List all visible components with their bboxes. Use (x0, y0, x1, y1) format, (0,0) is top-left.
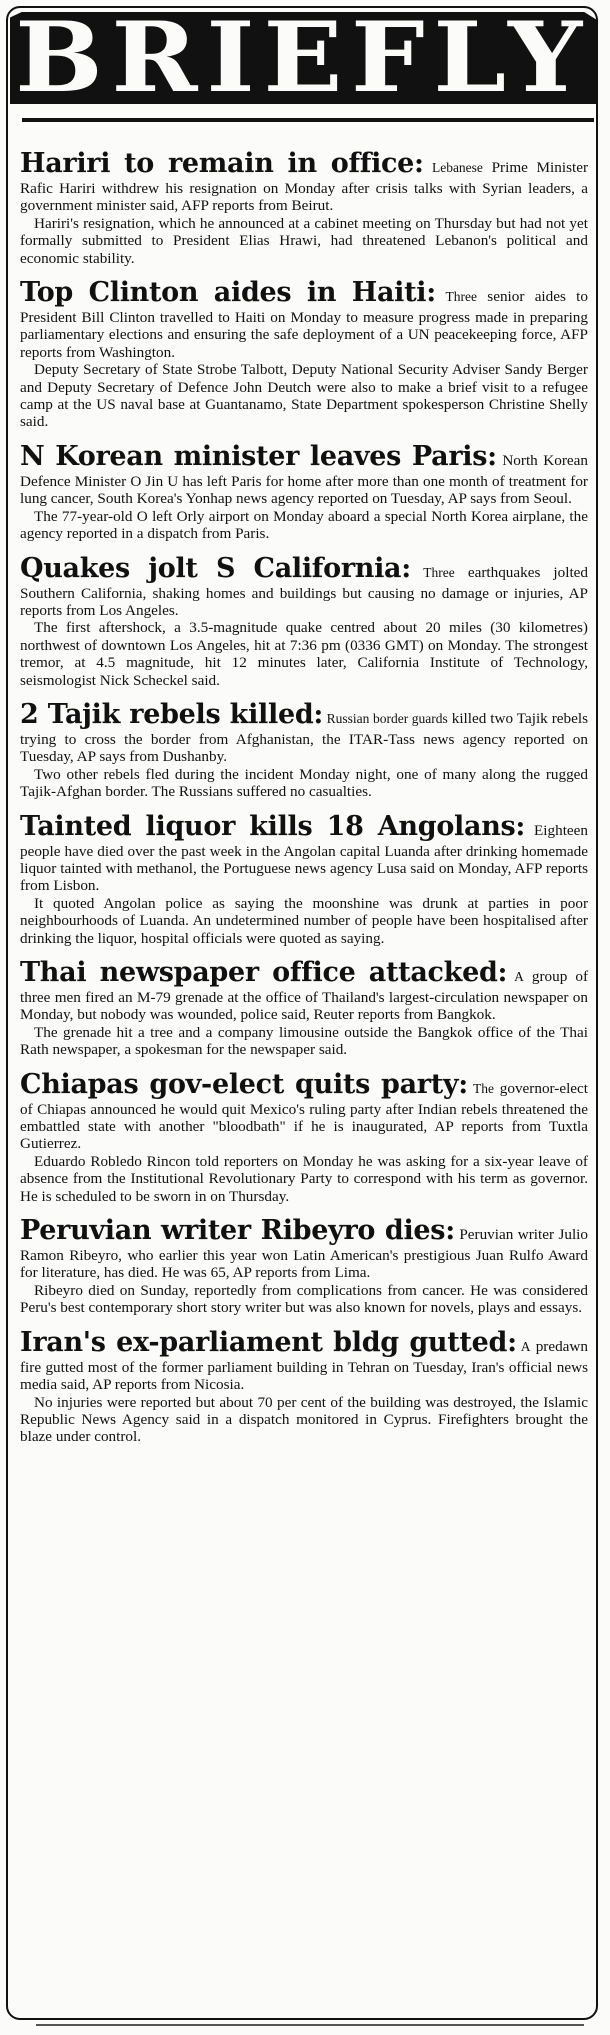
brief-lead-paragraph (20, 1215, 588, 1282)
brief-lead-text: Peruvian writer Julio Ramon Ribeyro, who earlier this year won Latin American's prestigious Juan Rulfo Award for literature, has died. He was 65, AP reports from Lima. (20, 1226, 588, 1282)
brief-lead-paragraph (20, 441, 588, 508)
brief-headline: Quakes jolt S California: (20, 552, 411, 584)
brief-body: Ribeyro died on Sunday, reportedly from complications from cancer. He was considered Peru's best contemporary short story writer but was also known for novels, plays and essays. (20, 1281, 588, 1317)
brief-body: Two other rebels fled during the incident Monday night, one of many along the rugged Tajik-Afghan border. The Russians suffered no casualties. (20, 765, 588, 801)
brief-dek: Lebanese (423, 160, 483, 175)
brief-headline: Chiapas gov-elect quits party: (20, 1068, 468, 1100)
brief-lead-paragraph (20, 277, 588, 361)
brief-lead-text: earthquakes jolted Southern California, shaking homes and buildings but causing no damage or injuries, AP reports from Los Angeles. (20, 563, 589, 619)
brief-lead-paragraph (20, 699, 588, 766)
news-brief (20, 441, 588, 543)
brief-headline: Peruvian writer Ribeyro dies: (20, 1215, 455, 1247)
brief-body: The grenade hit a tree and a company limousine outside the Bangkok office of the Thai Rath newspaper, a spokesman for the newspaper said. (20, 1023, 588, 1059)
brief-headline: Hariri to remain in office: (20, 148, 424, 179)
masthead-title: BRIEFLY (15, 12, 591, 104)
brief-lead-paragraph (20, 1069, 588, 1153)
brief-lead-paragraph (20, 553, 588, 620)
news-brief (20, 957, 588, 1059)
brief-body: Hariri's resignation, which he announced at a cabinet meeting on Thursday but had not yet formally submitted to President Elias Hrawi, had threatened Lebanon's political and economic stability. (20, 214, 588, 267)
news-brief (20, 1069, 588, 1205)
brief-lead-paragraph (20, 1327, 588, 1394)
brief-lead-text: predawn fire gutted most of the former parliament building in Tehran on Tuesday, Iran's official news media said, AP reports from Nicosia. (20, 1337, 588, 1394)
brief-dek: Russian border guards (323, 710, 448, 726)
news-brief (20, 699, 588, 801)
brief-lead-text: senior aides to President Bill Clinton travelled to Haiti on Monday to measure progress made in preparing parliamentary elections and ensuring the safe deployment of a UN peacekeeping force, AFP reports from Washington. (20, 288, 588, 361)
brief-headline: Top Clinton aides in Haiti: (20, 277, 436, 309)
brief-lead-text: Eighteen people have died over the past week in the Angolan capital Luanda after drinking homemade liquor tainted with methanol, the Portuguese news agency Lusa said on Monday, AFP reports from Lisbon. (20, 821, 588, 895)
brief-headline: 2 Tajik rebels killed: (20, 698, 324, 730)
brief-body: The 77-year-old O left Orly airport on Monday aboard a special North Korea airplane, the agency reported in a dispatch from Paris. (20, 507, 588, 543)
brief-lead-text: group of three men fired an M-79 grenade at the office of Thailand's largest-circulation newspaper on Monday, but nobody was wounded, police said, Reuter reports from Bangkok. (20, 968, 589, 1024)
brief-body: It quoted Angolan police as saying the moonshine was drunk at parties in poor neighbourhoods of Luanda. An undetermined number of people have been hospitalised after drinking the liquor, hospital officials were quoted as saying. (20, 894, 588, 947)
brief-lead-text: Prime Minister Rafic Hariri withdrew his resignation on Monday after crisis talks with Syrian leaders, a government minister said, AFP reports from Beirut. (20, 159, 589, 215)
brief-dek: A (507, 969, 524, 984)
brief-lead-paragraph (20, 148, 588, 215)
news-briefs-list (20, 148, 588, 1456)
brief-headline: Thai newspaper office attacked: (20, 957, 508, 988)
brief-lead-text: killed two Tajik rebels trying to cross the border from Afghanistan, the ITAR-Tass news agency reported on Tuesday, AP says from Dushanby. (20, 709, 589, 766)
brief-dek: The (467, 1080, 495, 1096)
brief-body: No injuries were reported but about 70 per cent of the building was destroyed, the Islamic Republic News Agency said in a dispatch monitored in Cyprus. Firefighters brought the blaze under control. (20, 1393, 588, 1446)
news-brief (20, 1215, 588, 1317)
brief-headline: Iran's ex-parliament bldg gutted: (20, 1326, 517, 1358)
news-brief (20, 148, 588, 267)
brief-headline: Tainted liquor kills 18 Angolans: (20, 810, 526, 842)
news-brief (20, 277, 588, 431)
bottom-rule (36, 2024, 584, 2026)
brief-dek: A (516, 1338, 531, 1354)
news-brief (20, 553, 588, 689)
brief-lead-paragraph (20, 811, 588, 895)
brief-body: The first aftershock, a 3.5-magnitude quake centred about 20 miles (30 kilometres) northwest of downtown Los Angeles, hit at 7:36 pm (0336 GMT) on Monday. The strongest tremor, at 4.5 magnitude, hit 12 minutes later, California Institute of Technology, seismologist Nick Scheckel said. (20, 619, 588, 689)
brief-body: Eduardo Robledo Rincon told reporters on Monday he was asking for a six-year leave of absence from the Institutional Revolutionary Party to correspond with his term as governor. He is scheduled to be sworn in on Thursday. (20, 1152, 588, 1205)
brief-dek: Three (410, 564, 455, 580)
brief-lead-paragraph (20, 957, 588, 1024)
news-brief (20, 811, 588, 947)
brief-lead-text: governor-elect of Chiapas announced he would quit Mexico's ruling party after Indian rebels threatened the embattled state with another "bloodbath" if he is inaugurated, AP reports from Tuxtla Gutierrez. (20, 1079, 589, 1153)
masthead-rule (22, 118, 594, 122)
brief-dek: Three (435, 289, 478, 305)
brief-lead-text: North Korean Defence Minister O Jin U has left Paris for home after more than one month of treatment for lung cancer, South Korea's Yonhap news agency reported on Tuesday, AP says from Seoul. (20, 451, 588, 508)
brief-body: Deputy Secretary of State Strobe Talbott, Deputy National Security Adviser Sandy Berger and Deputy Secretary of Defence John Deutch were also to make a brief visit to a refugee camp at the US naval base at Guantanamo, State Department spokesperson Christine Shelly said. (20, 361, 588, 431)
news-brief (20, 1327, 588, 1446)
brief-headline: N Korean minister leaves Paris: (20, 440, 497, 472)
masthead (10, 12, 596, 104)
